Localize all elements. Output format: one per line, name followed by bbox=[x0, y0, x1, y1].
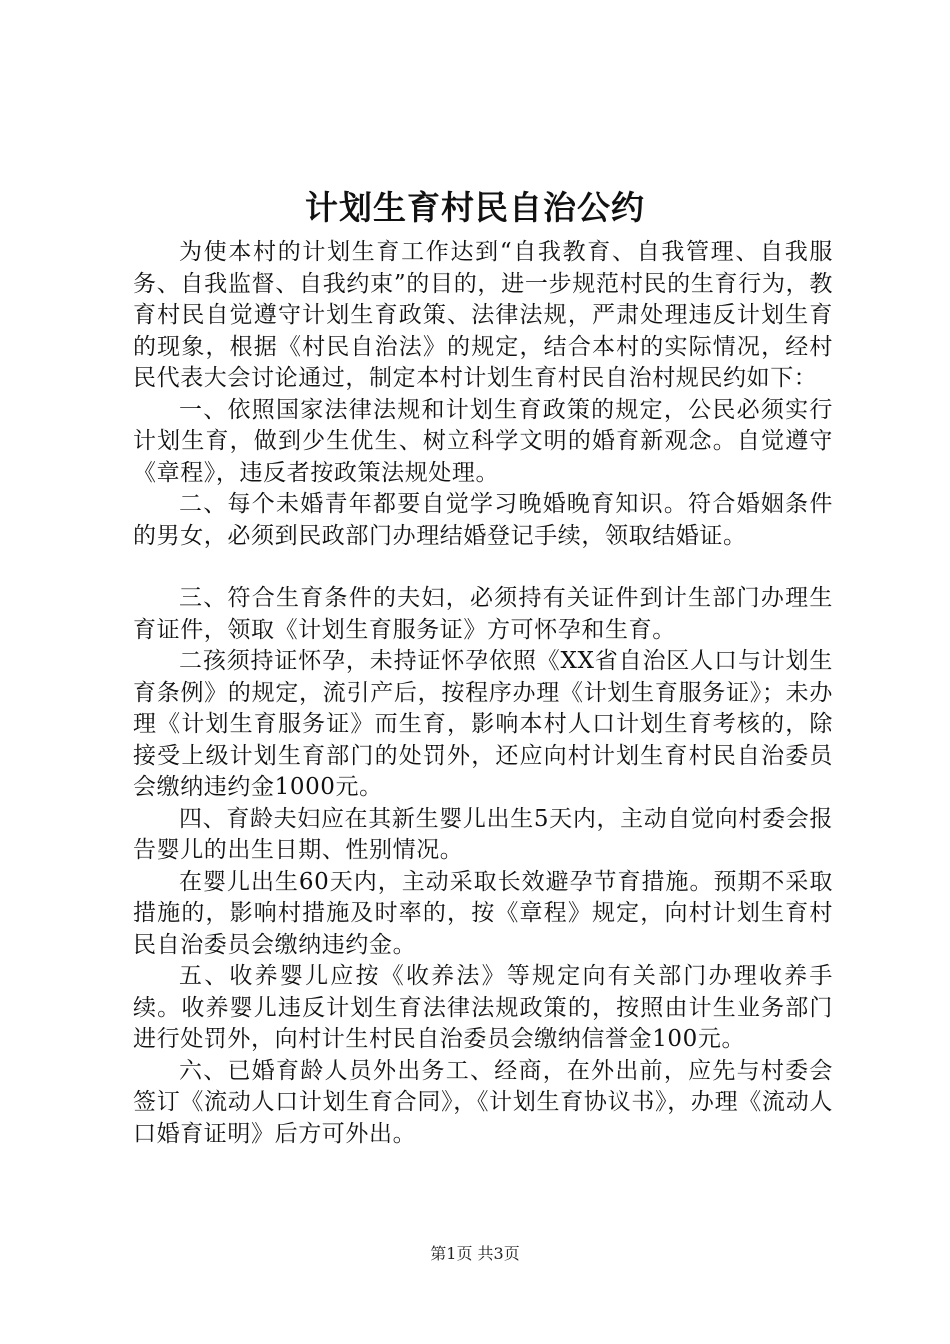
page-number-footer: 第1页 共3页 bbox=[430, 1244, 520, 1263]
paragraph-article-2: 二、每个未婚青年都要自觉学习晚婚晚育知识。符合婚姻条件的男女，必须到民政部门办理结婚登记手续，领取结婚证。 bbox=[133, 491, 833, 549]
paragraph-article-4-contraception: 在婴儿出生60天内，主动采取长效避孕节育措施。预期不采取措施的，影响村措施及时率的，按《章程》规定，向村计划生育村民自治委员会缴纳违约金。 bbox=[133, 868, 833, 958]
document-body bbox=[133, 237, 833, 1150]
document-title: 计划生育村民自治公约 bbox=[305, 188, 645, 227]
paragraph-spacer bbox=[133, 552, 833, 583]
paragraph-article-4: 四、育龄夫妇应在其新生婴儿出生5天内，主动自觉向村委会报告婴儿的出生日期、性别情况。 bbox=[133, 805, 833, 863]
paragraph-article-1: 一、依照国家法律法规和计划生育政策的规定，公民必须实行计划生育，做到少生优生、树立科学文明的婚育新观念。自觉遵守《章程》，违反者按政策法规处理。 bbox=[133, 396, 833, 486]
paragraph-article-3-second-child: 二孩须持证怀孕，未持证怀孕依照《XX省自治区人口与计划生育条例》的规定，流引产后，按程序办理《计划生育服务证》；未办理《计划生育服务证》而生育，影响本村人口计划生育考核的，除接受上级计划生育部门的处罚外，还应向村计划生育村民自治委员会缴纳违约金1000元。 bbox=[133, 648, 833, 800]
paragraph-article-6: 六、已婚育龄人员外出务工、经商，在外出前，应先与村委会签订《流动人口计划生育合同》，《计划生育协议书》，办理《流动人口婚育证明》后方可外出。 bbox=[133, 1057, 833, 1147]
paragraph-article-3: 三、符合生育条件的夫妇，必须持有关证件到计生部门办理生育证件，领取《计划生育服务证》方可怀孕和生育。 bbox=[133, 585, 833, 643]
paragraph-preamble: 为使本村的计划生育工作达到“自我教育、自我管理、自我服务、自我监督、自我约束”的目的，进一步规范村民的生育行为，教育村民自觉遵守计划生育政策、法律法规，严肃处理违反计划生育的现象，根据《村民自治法》的规定，结合本村的实际情况，经村民代表大会讨论通过，制定本村计划生育村民自治村规民约如下： bbox=[133, 239, 833, 391]
paragraph-article-5: 五、收养婴儿应按《收养法》等规定向有关部门办理收养手续。收养婴儿违反计划生育法律法规政策的，按照由计生业务部门进行处罚外，向村计生村民自治委员会缴纳信誉金100元。 bbox=[133, 963, 833, 1052]
